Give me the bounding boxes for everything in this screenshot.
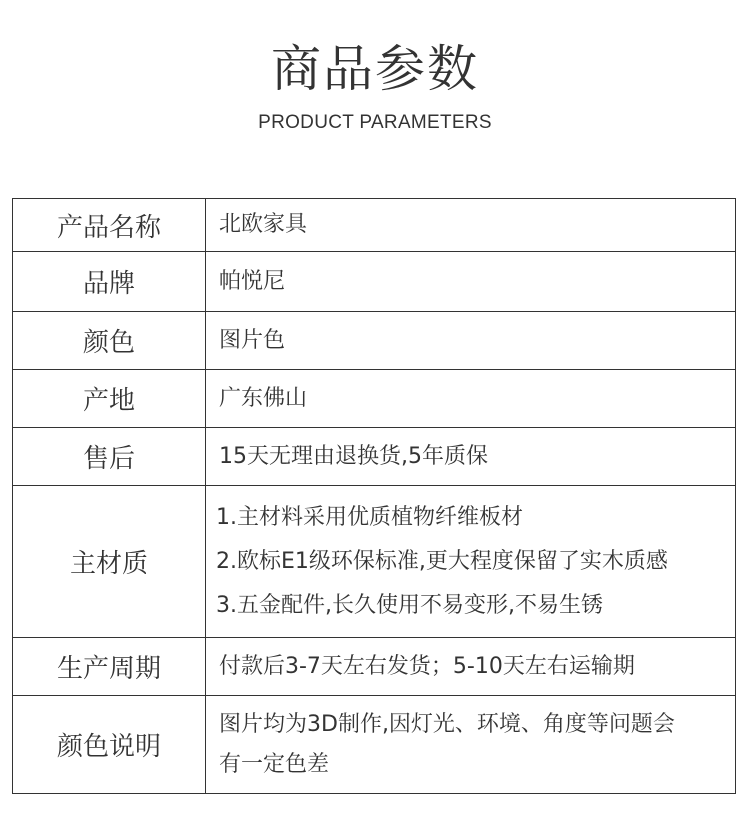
row-value bbox=[206, 696, 735, 793]
row-value bbox=[206, 486, 735, 637]
row-label: 产地 bbox=[13, 370, 206, 427]
page-title: 商品参数 bbox=[271, 40, 479, 98]
value-line: 帕悦尼 bbox=[219, 268, 286, 294]
row-label: 主材质 bbox=[13, 486, 206, 637]
table-row-material bbox=[13, 485, 735, 637]
row-label: 颜色 bbox=[13, 312, 206, 369]
value-line: 广东佛山 bbox=[219, 385, 308, 411]
row-label: 售后 bbox=[13, 428, 206, 485]
table-row-brand bbox=[13, 251, 735, 311]
table-row-product-name bbox=[13, 199, 735, 251]
row-value bbox=[206, 638, 735, 695]
value-line: 北欧家具 bbox=[219, 212, 308, 237]
row-label: 生产周期 bbox=[13, 638, 206, 695]
table-row-color bbox=[13, 311, 735, 369]
value-line: 付款后3-7天左右发货；5-10天左右运输期 bbox=[219, 653, 635, 679]
value-line: 1.主材料采用优质植物纤维板材 bbox=[216, 504, 523, 530]
row-value bbox=[206, 370, 735, 427]
row-value bbox=[206, 199, 735, 251]
table-row-after-sales bbox=[13, 427, 735, 485]
row-label: 颜色说明 bbox=[13, 696, 206, 793]
table-row-origin bbox=[13, 369, 735, 427]
value-line: 3.五金配件,长久使用不易变形,不易生锈 bbox=[216, 592, 603, 618]
value-line: 2.欧标E1级环保标准,更大程度保留了实木质感 bbox=[216, 548, 668, 574]
row-label: 品牌 bbox=[13, 252, 206, 311]
row-value bbox=[206, 428, 735, 485]
row-value bbox=[206, 312, 735, 369]
parameters-table bbox=[12, 198, 736, 794]
page-subtitle: PRODUCT PARAMETERS bbox=[258, 112, 492, 133]
value-line: 15天无理由退换货,5年质保 bbox=[219, 443, 488, 469]
table-row-production-cycle bbox=[13, 637, 735, 695]
value-line: 图片色 bbox=[219, 327, 286, 353]
value-line: 图片均为3D制作,因灯光、环境、角度等问题会 bbox=[219, 711, 675, 737]
row-value bbox=[206, 252, 735, 311]
value-line: 有一定色差 bbox=[219, 751, 330, 777]
table-row-color-note bbox=[13, 695, 735, 793]
row-label: 产品名称 bbox=[13, 199, 206, 251]
